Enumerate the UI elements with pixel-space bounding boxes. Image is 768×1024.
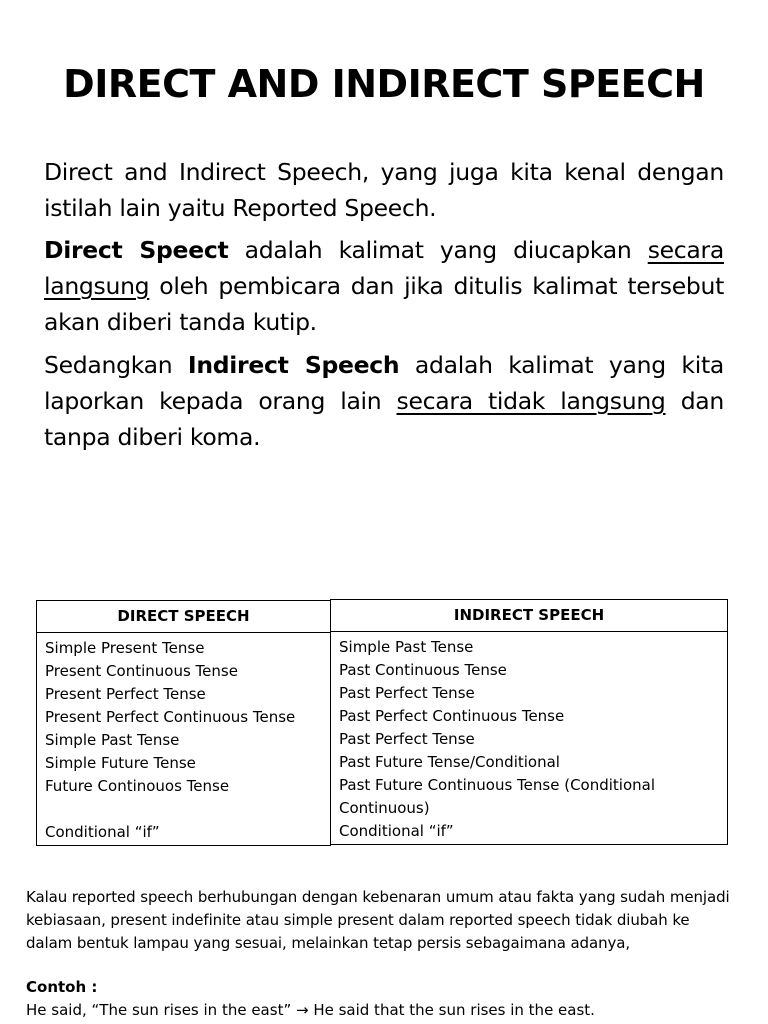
table-cell: Past Continuous Tense	[339, 661, 507, 679]
indirect-speech-header: INDIRECT SPEECH	[331, 600, 727, 632]
direct-speech-header: DIRECT SPEECH	[37, 601, 330, 633]
table-cell: Simple Present Tense	[45, 639, 205, 657]
table-cell: Simple Future Tense	[45, 754, 196, 772]
direct-def-text-1: adalah kalimat yang diucapkan	[228, 236, 648, 264]
table-cell: Past Future Continuous Tense (Conditional Continuous)	[339, 776, 656, 817]
table-cell: Past Perfect Tense	[339, 730, 475, 748]
table-cell: Simple Past Tense	[339, 638, 474, 656]
table-cell: Conditional “if”	[339, 822, 454, 840]
example-sentence: He said, “The sun rises in the east” → He said that the sun rises in the east.	[26, 1001, 595, 1019]
intro-paragraph: Direct and Indirect Speech, yang juga kita kenal dengan istilah lain yaitu Reported Speech.	[44, 158, 724, 222]
table-cell: Past Perfect Tense	[339, 684, 475, 702]
table-cell: Simple Past Tense	[45, 731, 180, 749]
direct-speech-term: Direct Speect	[44, 236, 229, 264]
indirect-def-underline: secara tidak langsung	[396, 387, 666, 415]
indirect-def-lead: Sedangkan	[44, 351, 188, 379]
table-cell: Future Continouos Tense	[45, 777, 230, 795]
indirect-speech-definition	[44, 347, 724, 455]
table-cell: Present Perfect Continuous Tense	[45, 708, 296, 726]
table-cell: Present Continuous Tense	[45, 662, 238, 680]
page-title: DIRECT AND INDIRECT SPEECH	[63, 62, 705, 106]
table-cell: Present Perfect Tense	[45, 685, 206, 703]
indirect-speech-term: Indirect Speech	[187, 351, 400, 379]
example-label: Contoh :	[26, 978, 98, 996]
direct-def-text-2: oleh pembicara dan jika ditulis kalimat tersebut akan diberi tanda kutip.	[44, 272, 724, 336]
table-cell: Past Future Tense/Conditional	[339, 753, 560, 771]
direct-speech-column	[36, 600, 331, 846]
table-cell: Past Perfect Continuous Tense	[339, 707, 565, 725]
table-cell	[45, 798, 330, 821]
direct-def-underline: secara langsung	[44, 236, 724, 300]
general-truth-note: Kalau reported speech berhubungan dengan kebenaran umum atau fakta yang sudah menjadi kebiasaan, present indefinite atau simple present dalam reported speech tidak diubah ke dalam bentuk lampau yang sesuai, melainkan tetap persis sebagaimana adanya,	[26, 888, 730, 952]
table-cell: Conditional “if”	[45, 823, 160, 841]
direct-speech-definition	[44, 232, 724, 340]
indirect-speech-column	[330, 599, 728, 845]
indirect-def-text-2: dan tanpa diberi koma.	[44, 387, 724, 451]
indirect-def-text-1: adalah kalimat yang kita laporkan kepada orang lain	[44, 351, 724, 415]
tense-conversion-table	[36, 600, 728, 846]
